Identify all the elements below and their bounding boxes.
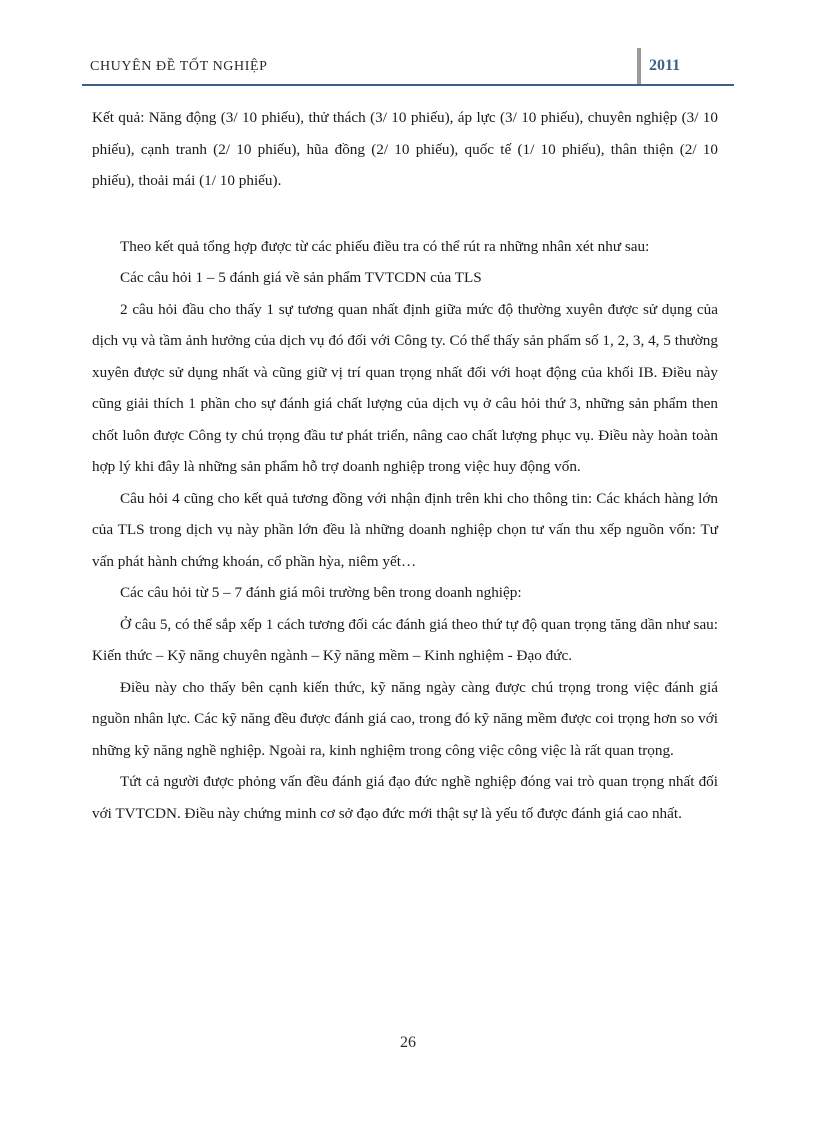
paragraph-gap xyxy=(92,197,718,231)
document-title: CHUYÊN ĐỀ TỐT NGHIỆP xyxy=(90,59,268,74)
paragraph-questions-1-5: Các câu hỏi 1 – 5 đánh giá về sản phẩm TVTCDN của TLS xyxy=(120,269,482,286)
header-year: 2011 xyxy=(649,57,681,74)
paragraph-skills: Điều này cho thấy bên cạnh kiến thức, kỹ năng ngày càng được chú trọng trong việc đánh giá nguồn nhân lực. Các kỹ năng đều được đánh giá cao, trong đó kỹ năng mềm được coi trọng hơn so với những kỹ năng nghề nghiệp. Ngoài ra, kinh nghiệm trong công việc công việc là rất quan trọng. xyxy=(92,678,718,759)
paragraph-ethics: Tứt cả người được phỏng vấn đều đánh giá đạo đức nghề nghiệp đóng vai trò quan trọng nhất đối với TVTCDN. Điều này chứng minh cơ sở đạo đức mới thật sự là yếu tố được đánh giá cao nhất. xyxy=(92,773,718,822)
paragraph-first-two-questions: 2 câu hỏi đầu cho thấy 1 sự tương quan nhất định giữa mức độ thường xuyên được sử dụng của dịch vụ và tầm ảnh hưởng của dịch vụ đó đối với Công ty. Có thể thấy sản phẩm số 1, 2, 3, 4, 5 thường xuyên được sử dụng nhất và cũng giữ vị trí quan trọng nhất đối với hoạt động của khối IB. Điều này cũng giải thích 1 phần cho sự đánh giá chất lượng của dịch vụ ở câu hỏi thứ 3, những sản phẩm then chốt luôn được Công ty chú trọng đầu tư phát triển, nâng cao chất lượng phục vụ. Điều này hoàn toàn hợp lý khi đây là những sản phẩm hỗ trợ doanh nghiệp trong việc huy động vốn. xyxy=(92,300,718,475)
paragraph-question-4: Câu hỏi 4 cũng cho kết quả tương đồng với nhận định trên khi cho thông tin: Các khách hàng lớn của TLS trong dịch vụ này phần lớn đều là những doanh nghiệp chọn tư vấn thu xếp nguồn vốn: Tư vấn phát hành chứng khoán, cổ phần hỳa, niêm yết… xyxy=(92,489,718,570)
header-divider xyxy=(637,48,641,84)
page-header xyxy=(82,48,734,88)
document-body xyxy=(92,102,718,829)
paragraph-summary-intro: Theo kết quả tổng hợp được từ các phiếu điều tra có thể rút ra những nhân xét như sau: xyxy=(120,237,650,255)
paragraph-questions-5-7: Các câu hỏi từ 5 – 7 đánh giá môi trường bên trong doanh nghiệp: xyxy=(120,584,522,601)
page-number: 26 xyxy=(400,1034,416,1051)
header-rule xyxy=(82,84,734,86)
paragraph-question-5: Ở câu 5, có thể sắp xếp 1 cách tương đối các đánh giá theo thứ tự độ quan trọng tăng dần như sau: Kiến thức – Kỹ năng chuyên ngành – Kỹ năng mềm – Kinh nghiệm - Đạo đức. xyxy=(92,615,718,664)
paragraph-results: Kết quả: Năng động (3/ 10 phiếu), thử thách (3/ 10 phiếu), áp lực (3/ 10 phiếu), chuyên nghiệp (3/ 10 phiếu), cạnh tranh (2/ 10 phiếu), hũa đồng (2/ 10 phiếu), quốc tế (1/ 10 phiếu), thân thiện (2/ 10 phiếu), thoải mái (1/ 10 phiếu). xyxy=(92,109,718,189)
